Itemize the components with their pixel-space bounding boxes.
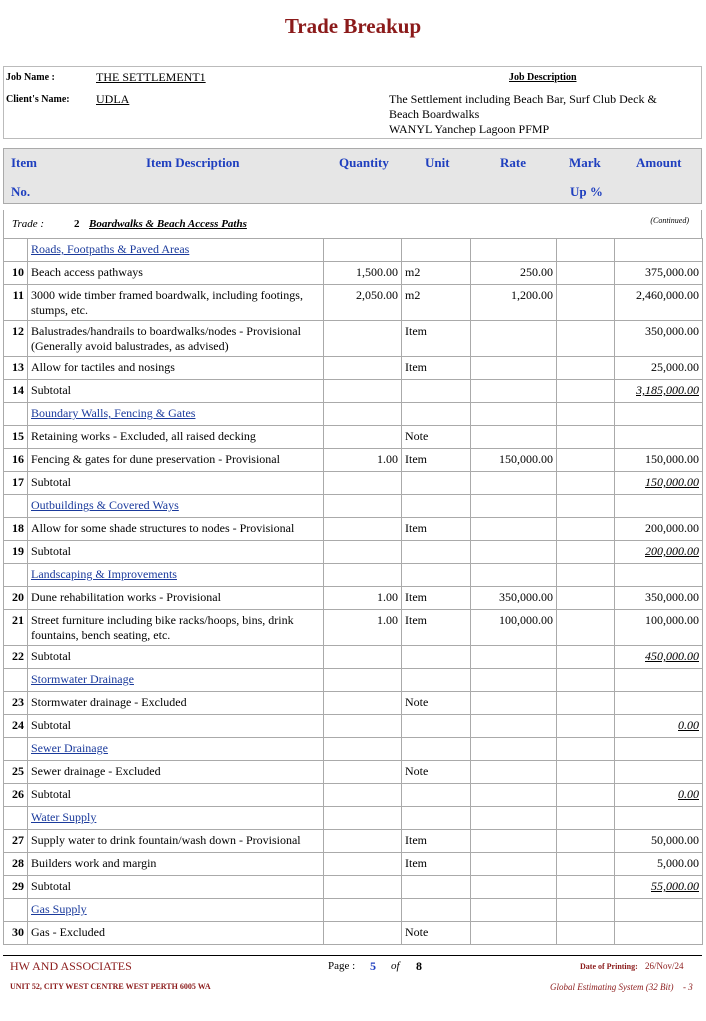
item-rate [471,669,557,692]
item-amount: 55,000.00 [615,876,703,899]
item-rate [471,761,557,784]
page-label: Page : [328,960,356,972]
item-markup [557,922,615,945]
table-row [4,761,703,784]
item-description [28,738,324,761]
section-row [4,669,703,692]
trade-number: 2 [74,218,80,230]
header-quantity: Quantity [339,155,389,170]
item-description: Allow for tactiles and nosings [28,357,324,380]
item-description: Subtotal [28,541,324,564]
item-rate [471,853,557,876]
item-description [28,807,324,830]
table-row [4,518,703,541]
item-rate: 100,000.00 [471,610,557,646]
item-quantity: 1.00 [324,587,402,610]
item-quantity: 1,500.00 [324,262,402,285]
item-quantity: 1.00 [324,610,402,646]
item-quantity [324,761,402,784]
job-name-label: Job Name : [6,72,55,83]
item-unit [402,646,471,669]
item-quantity [324,807,402,830]
item-rate [471,357,557,380]
table-row [4,587,703,610]
item-unit [402,738,471,761]
item-unit [402,715,471,738]
item-description: Subtotal [28,380,324,403]
item-quantity [324,830,402,853]
item-number: 18 [4,518,28,541]
item-markup [557,262,615,285]
table-row [4,853,703,876]
print-date: 26/Nov/24 [645,961,684,971]
item-rate [471,715,557,738]
item-number [4,239,28,262]
continued-label: (Continued) [650,216,689,225]
page-number: 5 [370,959,376,973]
job-description-line: The Settlement including Beach Bar, Surf Club Deck & [389,92,657,106]
item-quantity [324,669,402,692]
item-description: Subtotal [28,876,324,899]
item-rate [471,692,557,715]
item-number: 13 [4,357,28,380]
system-suffix: - 3 [683,982,693,992]
item-amount: 150,000.00 [615,472,703,495]
item-rate [471,472,557,495]
page-title: Trade Breakup [284,14,422,38]
system-name: Global Estimating System (32 Bit) [550,982,674,992]
table-row [4,426,703,449]
item-quantity [324,564,402,587]
table-row [4,285,703,321]
item-quantity [324,495,402,518]
item-unit [402,541,471,564]
item-unit: Item [402,321,471,357]
item-amount [615,738,703,761]
item-amount: 200,000.00 [615,518,703,541]
subtotal-row [4,380,703,403]
item-number: 26 [4,784,28,807]
item-description [28,239,324,262]
firm-name: HW AND ASSOCIATES [10,959,132,973]
item-amount [615,495,703,518]
item-quantity [324,646,402,669]
item-number: 20 [4,587,28,610]
item-markup [557,853,615,876]
job-description [389,92,689,137]
item-unit: Item [402,853,471,876]
item-description: Allow for some shade structures to nodes - Provisional [28,518,324,541]
subtotal-row [4,472,703,495]
item-markup [557,357,615,380]
item-number: 24 [4,715,28,738]
trade-label: Trade : [12,218,45,230]
section-row [4,738,703,761]
item-number: 28 [4,853,28,876]
section-title: Roads, Footpaths & Paved Areas [31,242,190,256]
item-rate [471,876,557,899]
item-markup [557,876,615,899]
item-quantity [324,518,402,541]
item-quantity [324,922,402,945]
item-unit [402,495,471,518]
item-description: 3000 wide timber framed boardwalk, including footings, stumps, etc. [28,285,324,321]
item-number: 23 [4,692,28,715]
item-description: Fencing & gates for dune preservation - Provisional [28,449,324,472]
item-unit: m2 [402,262,471,285]
item-unit [402,784,471,807]
item-markup [557,610,615,646]
item-quantity [324,784,402,807]
item-number [4,669,28,692]
header-item: Item [11,155,37,170]
item-markup [557,472,615,495]
job-name-value: THE SETTLEMENT1 [96,70,206,84]
table-row [4,830,703,853]
item-description [28,669,324,692]
item-number: 22 [4,646,28,669]
item-quantity [324,321,402,357]
item-markup [557,807,615,830]
item-quantity [324,472,402,495]
item-description: Subtotal [28,715,324,738]
item-rate [471,830,557,853]
item-rate [471,807,557,830]
item-quantity [324,715,402,738]
header-unit: Unit [425,155,450,170]
item-description [28,403,324,426]
item-markup [557,541,615,564]
item-unit: Note [402,761,471,784]
item-amount: 350,000.00 [615,321,703,357]
item-markup [557,239,615,262]
item-amount [615,922,703,945]
item-rate [471,646,557,669]
item-description: Sewer drainage - Excluded [28,761,324,784]
subtotal-row [4,784,703,807]
item-amount [615,761,703,784]
item-amount [615,669,703,692]
item-amount: 50,000.00 [615,830,703,853]
subtotal-row [4,876,703,899]
page-total: 8 [416,959,422,973]
item-description: Subtotal [28,784,324,807]
item-rate [471,239,557,262]
item-unit [402,472,471,495]
item-number: 17 [4,472,28,495]
item-unit: Item [402,449,471,472]
item-rate [471,899,557,922]
item-amount: 0.00 [615,715,703,738]
item-markup [557,669,615,692]
client-name-label: Client's Name: [6,94,70,105]
date-label: Date of Printing: [580,962,638,971]
item-unit: Item [402,830,471,853]
table-header [3,148,702,204]
section-title: Gas Supply [31,902,87,916]
section-row [4,403,703,426]
trade-name: Boardwalks & Beach Access Paths [89,218,247,230]
item-amount: 3,185,000.00 [615,380,703,403]
item-markup [557,738,615,761]
item-markup [557,449,615,472]
item-markup [557,646,615,669]
job-description-line: WANYL Yanchep Lagoon PFMP [389,122,550,136]
item-number: 12 [4,321,28,357]
item-markup [557,426,615,449]
job-description-heading: Job Description [509,72,577,83]
item-description: Stormwater drainage - Excluded [28,692,324,715]
header-no: No. [11,184,31,199]
item-amount: 2,460,000.00 [615,285,703,321]
header-rate: Rate [500,155,526,170]
section-title: Sewer Drainage [31,741,108,755]
item-description: Subtotal [28,472,324,495]
header-description: Item Description [146,155,240,170]
item-amount: 100,000.00 [615,610,703,646]
table-row [4,449,703,472]
item-description [28,899,324,922]
item-amount [615,239,703,262]
item-rate [471,922,557,945]
header-markup: Up % [570,184,603,199]
section-row [4,564,703,587]
item-rate [471,518,557,541]
item-unit [402,876,471,899]
item-rate: 150,000.00 [471,449,557,472]
item-unit [402,380,471,403]
section-title: Outbuildings & Covered Ways [31,498,179,512]
item-unit: Note [402,922,471,945]
item-quantity [324,853,402,876]
item-rate [471,426,557,449]
item-markup [557,587,615,610]
item-unit: Note [402,692,471,715]
item-rate [471,541,557,564]
item-number: 14 [4,380,28,403]
item-number [4,738,28,761]
item-number [4,495,28,518]
table-row [4,321,703,357]
item-rate: 350,000.00 [471,587,557,610]
subtotal-row [4,715,703,738]
item-number [4,564,28,587]
table-row [4,610,703,646]
item-amount: 450,000.00 [615,646,703,669]
section-row [4,239,703,262]
item-number: 19 [4,541,28,564]
item-number: 15 [4,426,28,449]
item-unit: Item [402,610,471,646]
section-title: Boundary Walls, Fencing & Gates [31,406,196,420]
footer-divider [3,955,702,956]
item-markup [557,495,615,518]
item-markup [557,761,615,784]
item-amount [615,564,703,587]
item-description: Dune rehabilitation works - Provisional [28,587,324,610]
item-quantity [324,380,402,403]
item-rate [471,321,557,357]
subtotal-row [4,646,703,669]
item-number: 21 [4,610,28,646]
item-unit [402,669,471,692]
item-markup [557,403,615,426]
item-quantity: 1.00 [324,449,402,472]
section-title: Water Supply [31,810,97,824]
client-name-value: UDLA [96,92,130,106]
item-number: 10 [4,262,28,285]
item-unit: Item [402,518,471,541]
item-rate: 250.00 [471,262,557,285]
item-quantity [324,541,402,564]
section-row [4,495,703,518]
item-number: 25 [4,761,28,784]
item-amount [615,692,703,715]
item-unit [402,564,471,587]
item-number: 30 [4,922,28,945]
item-amount: 200,000.00 [615,541,703,564]
item-description: Beach access pathways [28,262,324,285]
header-amount: Amount [636,155,682,170]
item-rate [471,738,557,761]
item-unit: Item [402,587,471,610]
item-amount [615,403,703,426]
item-unit [402,403,471,426]
subtotal-row [4,541,703,564]
item-description: Balustrades/handrails to boardwalks/nodes - Provisional (Generally avoid balustrades, as advised) [28,321,324,357]
item-number: 29 [4,876,28,899]
item-quantity: 2,050.00 [324,285,402,321]
item-markup [557,380,615,403]
item-rate [471,403,557,426]
item-quantity [324,357,402,380]
item-description [28,564,324,587]
item-amount: 375,000.00 [615,262,703,285]
item-markup [557,830,615,853]
item-amount [615,899,703,922]
table-row [4,692,703,715]
header-mark: Mark [569,155,601,170]
item-unit [402,899,471,922]
item-rate [471,564,557,587]
item-markup [557,899,615,922]
item-description: Retaining works - Excluded, all raised decking [28,426,324,449]
table-row [4,357,703,380]
item-quantity [324,403,402,426]
item-markup [557,715,615,738]
item-rate [471,495,557,518]
table-row [4,922,703,945]
item-rate [471,784,557,807]
item-description [28,495,324,518]
item-description: Street furniture including bike racks/hoops, bins, drink fountains, bench seating, etc. [28,610,324,646]
item-number [4,899,28,922]
item-quantity [324,426,402,449]
item-quantity [324,692,402,715]
item-amount: 150,000.00 [615,449,703,472]
item-quantity [324,239,402,262]
section-title: Landscaping & Improvements [31,567,177,581]
item-quantity [324,876,402,899]
item-rate: 1,200.00 [471,285,557,321]
item-amount: 0.00 [615,784,703,807]
item-description: Subtotal [28,646,324,669]
section-row [4,807,703,830]
firm-address: UNIT 52, CITY WEST CENTRE WEST PERTH 6005 WA [10,982,211,991]
item-number: 11 [4,285,28,321]
table-row [4,262,703,285]
item-amount: 5,000.00 [615,853,703,876]
item-markup [557,518,615,541]
item-number: 27 [4,830,28,853]
item-number: 16 [4,449,28,472]
item-amount [615,807,703,830]
item-markup [557,321,615,357]
section-row [4,899,703,922]
job-description-line: Beach Boardwalks [389,107,480,121]
item-markup [557,692,615,715]
item-number [4,403,28,426]
item-unit: Note [402,426,471,449]
job-info-panel [3,66,702,139]
item-description: Builders work and margin [28,853,324,876]
trade-heading [3,210,702,238]
page-of: of [391,960,400,972]
item-amount: 350,000.00 [615,587,703,610]
item-quantity [324,899,402,922]
section-title: Stormwater Drainage [31,672,134,686]
item-rate [471,380,557,403]
item-unit: m2 [402,285,471,321]
item-amount [615,426,703,449]
item-markup [557,564,615,587]
item-unit: Item [402,357,471,380]
item-markup [557,285,615,321]
item-quantity [324,738,402,761]
item-unit [402,807,471,830]
item-unit [402,239,471,262]
item-description: Supply water to drink fountain/wash down - Provisional [28,830,324,853]
trade-table [3,238,703,945]
item-number [4,807,28,830]
item-description: Gas - Excluded [28,922,324,945]
item-markup [557,784,615,807]
item-amount: 25,000.00 [615,357,703,380]
